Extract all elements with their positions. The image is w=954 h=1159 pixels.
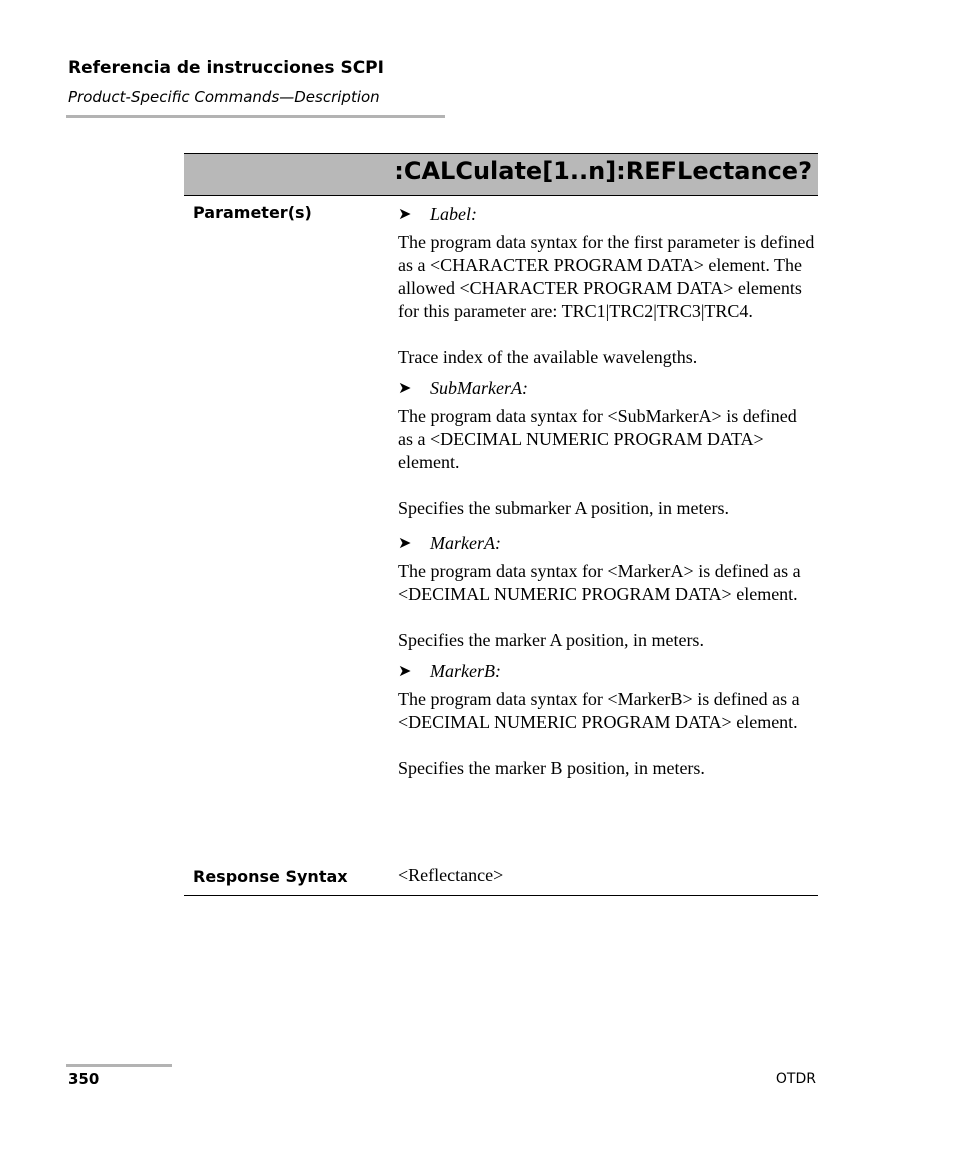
- header-title: Referencia de instrucciones SCPI: [68, 58, 384, 78]
- page-number: 350: [68, 1070, 100, 1088]
- parameter-name: SubMarkerA:: [430, 377, 528, 398]
- parameter-syntax: The program data syntax for the first parameter is defined as a <CHARACTER PROGRAM DATA> element. The allowed <CHARACTER PROGRAM DATA> elements for this parameter are: TRC1|TRC2|TRC3|TRC4.: [398, 232, 815, 321]
- parameter-name-row: [398, 201, 816, 227]
- footer-rule: [66, 1064, 172, 1067]
- parameters-label: Parameter(s): [193, 203, 312, 222]
- parameter-syntax: The program data syntax for <MarkerB> is defined as a <DECIMAL NUMERIC PROGRAM DATA> element.: [398, 689, 800, 732]
- command-title-bar: [184, 153, 818, 196]
- parameter-name-row: [398, 530, 816, 556]
- parameter-name: MarkerB:: [430, 660, 501, 681]
- parameter-description: Specifies the marker A position, in meters.: [398, 630, 704, 650]
- command-title: :CALCulate[1..n]:REFLectance?: [394, 157, 812, 185]
- product-name: OTDR: [775, 1071, 816, 1087]
- parameter-name: MarkerA:: [430, 532, 501, 553]
- arrow-bullet-icon: ➤: [398, 662, 412, 680]
- parameter-name-row: [398, 658, 816, 684]
- parameter-description: Trace index of the available wavelengths.: [398, 347, 698, 367]
- parameters-content: [398, 201, 816, 780]
- table-bottom-rule: [184, 895, 818, 896]
- arrow-bullet-icon: ➤: [398, 379, 412, 397]
- parameter-description: Specifies the marker B position, in meters.: [398, 758, 705, 778]
- response-syntax-label: Response Syntax: [193, 867, 348, 886]
- arrow-bullet-icon: ➤: [398, 534, 412, 552]
- parameter-name-row: [398, 375, 816, 401]
- parameter-syntax: The program data syntax for <MarkerA> is defined as a <DECIMAL NUMERIC PROGRAM DATA> element.: [398, 561, 801, 604]
- header-rule: [66, 115, 445, 118]
- parameter-name: Label:: [430, 203, 477, 224]
- response-syntax-value: <Reflectance>: [398, 865, 504, 885]
- parameter-syntax: The program data syntax for <SubMarkerA> is defined as a <DECIMAL NUMERIC PROGRAM DATA> element.: [398, 406, 797, 472]
- header-subtitle: Product-Specific Commands—Description: [68, 88, 380, 106]
- arrow-bullet-icon: ➤: [398, 205, 412, 223]
- parameter-description: Specifies the submarker A position, in meters.: [398, 498, 729, 518]
